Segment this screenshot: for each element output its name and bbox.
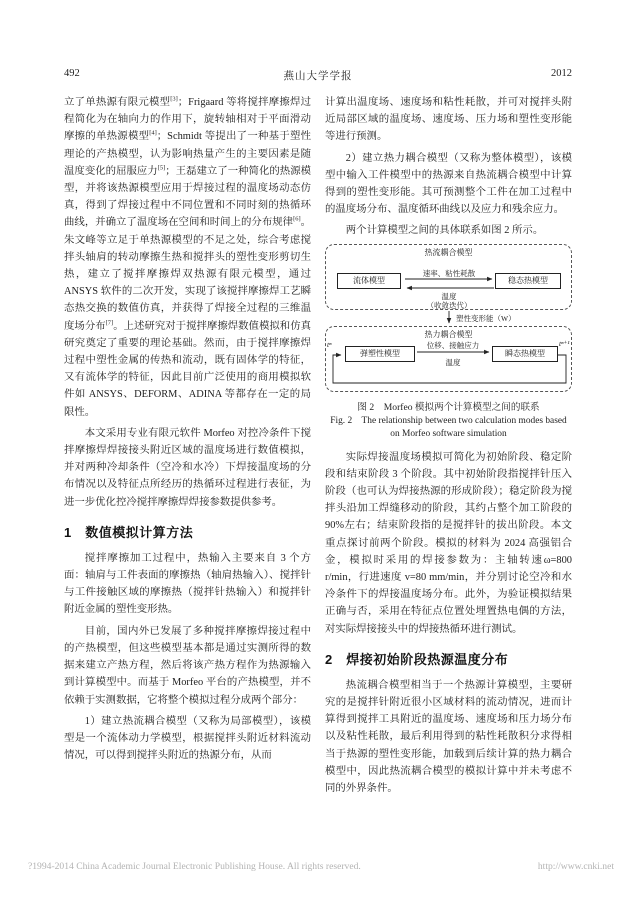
time-step-n-label: tⁿ xyxy=(327,339,332,349)
article-body xyxy=(64,94,572,801)
fluid-model-node: 流体模型 xyxy=(337,273,401,289)
figure-2-diagram xyxy=(325,244,572,394)
paragraph-method-overview: 本文采用专业有限元软件 Morfeo 对控冷条件下搅拌摩擦焊焊接接头附近区域的温度场进行数值模拟，并对两种冷却条件（空冷和水冷）下焊接温度场的分布情况以及特征点所经历的热循环过程进行表征，为进一步优化控冷搅拌摩擦焊焊接参数提供参考。 xyxy=(64,427,311,508)
figure-2-caption-en-line2: on Morfeo software simulation xyxy=(390,428,507,439)
paragraph-heat-source-model: 热流耦合模型相当于一个热源计算模型，主要研究的是搅拌针附近很小区域材料的流动情况，进而计算得到搅拌工具附近的温度场、速度场和压力场分布以及粘性耗散，最后利用得到的粘性耗散积分求得相当于热源的塑性变形能，加载到后续计算的热力耦合模型中，因此热流耦合模型的模拟计算中并未考虑不同的外界条件。 xyxy=(325,679,572,795)
figure-2-caption-en-line1: Fig. 2 The relationship between two calculation modes based xyxy=(330,415,567,426)
page-footer xyxy=(28,861,614,872)
paragraph-global-model: 2）建立热力耦合模型（又称为整体模型），该模型中输入工件模型中的热源来自热流耦合模型中计算得到的塑性变形能。其可预测整个工件在加工过程中的温度场分布、温度循环曲线以及应力和残余应力。 xyxy=(325,152,572,216)
rate-dissipation-label: 速率、粘性耗散 xyxy=(422,268,476,278)
paragraph-heat-input: 搅拌摩擦加工过程中，热输入主要来自 3 个方面：轴肩与工件表面的摩擦热（轴肩热输入）、搅拌针与工件接触区域的摩擦热（搅拌针热输入）和搅拌针附近金属的塑性变形热。 xyxy=(64,552,311,616)
publication-year: 2012 xyxy=(551,68,572,79)
temperature2-label: 温度 xyxy=(445,357,461,367)
convergence-iteration-label: （收敛迭代） xyxy=(426,300,472,310)
paragraph-simulation-stages: 实际焊接温度场模拟可简化为初始阶段、稳定阶段和结束阶段 3 个阶段。其中初始阶段指搅拌针压入阶段（也可认为焊接热源的形成阶段）；稳定阶段为搅拌头沿加工焊缝移动的阶段，其约占整个加工阶段的 90%左右；结束阶段指的是搅拌针的拔出阶段。本文重点探讨前两个阶段。模拟的材料为 2024 高强铝合金，模拟时采用的焊接参数为：主轴转速ω=800 r/min，行进速度 v=80 mm/min，并分别讨论空冷和水冷条件下的焊接温度场分布。此外，为验证模拟结果正确与否，采用在特征点位置处埋置热电偶的方法，对实际焊接接头中的焊接热循环进行测试。 xyxy=(325,451,572,635)
paragraph-literature-review: 立了单热源有限元模型[3]；Frigaard 等将搅拌摩擦焊过程简化为在轴向力的作用下，旋转轴相对于平面滑动摩擦的单热源模型[4]；Schmidt 等提出了一种基于塑性理论的产热模型，认为影响热量产生的主要因素是随温度变化的屈服应力[5]；王磊建立了一种简化的热源模型，并将该热源模型应用于焊接过程的温度场动态仿真，得到了焊接过程中不同位置和不同时刻的热循环曲线，并确立了温度场在空间和时间上的分布规律[6]。朱文峰等立足于单热源模型的不足之处，综合考虑搅拌头轴肩的转动摩擦生热和搅拌头的塑性变形剪切生热，建立了搅拌摩擦焊双热源有限元模型，通过 ANSYS 软件的二次开发，实现了该搅拌摩擦焊工艺瞬态热交换的数值仿真，并获得了焊接全过程的三维温度场分布[7]。上述研究对于搅拌摩擦焊数值模拟和仿真研究奠定了重要的理论基础。然而，由于搅拌摩擦焊过程中塑性金属的传热和流动，既有固体学的特征，又有流体学的特征，因此目前广泛使用的商用模拟软件如 ANSYS、DEFORM、ADINA 等都存在一定的局限性。 xyxy=(64,95,312,418)
section-heading-1: 1 数值模拟计算方法 xyxy=(64,524,194,540)
bottom-box-title: 热力耦合模型 xyxy=(424,329,473,339)
right-column xyxy=(325,94,572,801)
temperature-label: 温度 xyxy=(441,291,457,301)
transient-thermal-model-node: 瞬态热模型 xyxy=(492,346,558,362)
cnki-url: http://www.cnki.net xyxy=(537,861,614,872)
steady-thermal-model-node: 稳态热模型 xyxy=(495,273,561,289)
section-heading-2: 2 焊接初始阶段热源温度分布 xyxy=(325,651,509,667)
diagram-arrows xyxy=(325,244,572,394)
page-number: 492 xyxy=(64,68,80,79)
plastic-energy-label: 塑性变形能（W） xyxy=(456,313,516,323)
paragraph-heat-models: 目前，国内外已发展了多种搅拌摩擦焊接过程中的产热模型，但这些模型基本都是通过实测所得的数据来建立产热方程，然后将该产热方程作为热源输入到计算模型中。而基于 Morfeo 平台的产热模型，并不依赖于实测数据，它将整个模拟过程分成两个部分： xyxy=(64,625,311,706)
time-step-n1-label: tⁿ⁺¹ xyxy=(559,338,570,348)
copyright-notice: ?1994-2014 China Academic Journal Electronic Publishing House. All rights reserved. xyxy=(28,861,361,872)
paragraph-figure-reference: 两个计算模型之间的具体联系如图 2 所示。 xyxy=(345,225,544,237)
elastoplastic-model-node: 弹塑性模型 xyxy=(345,346,415,362)
left-column xyxy=(64,94,311,801)
figure-2 xyxy=(325,244,572,441)
paragraph-local-model: 1）建立热流耦合模型（又称为局部模型），该模型是一个流体动力学模型，根据搅拌头附近材料流动情况，可以得到搅拌头附近的热源分布，从而 xyxy=(64,715,311,762)
figure-2-caption xyxy=(325,399,572,441)
top-box-title: 热流耦合模型 xyxy=(424,247,473,257)
journal-title: 燕山大学学报 xyxy=(283,71,353,82)
figure-2-caption-cn: 图 2 Morfeo 模拟两个计算模型之间的联系 xyxy=(357,401,540,413)
displacement-stress-label: 位移、接触应力 xyxy=(426,340,480,350)
paragraph-local-model-cont: 计算出温度场、速度场和粘性耗散，并可对搅拌头附近局部区域的温度场、速度场、压力场和塑性变形能等进行预测。 xyxy=(325,97,572,143)
